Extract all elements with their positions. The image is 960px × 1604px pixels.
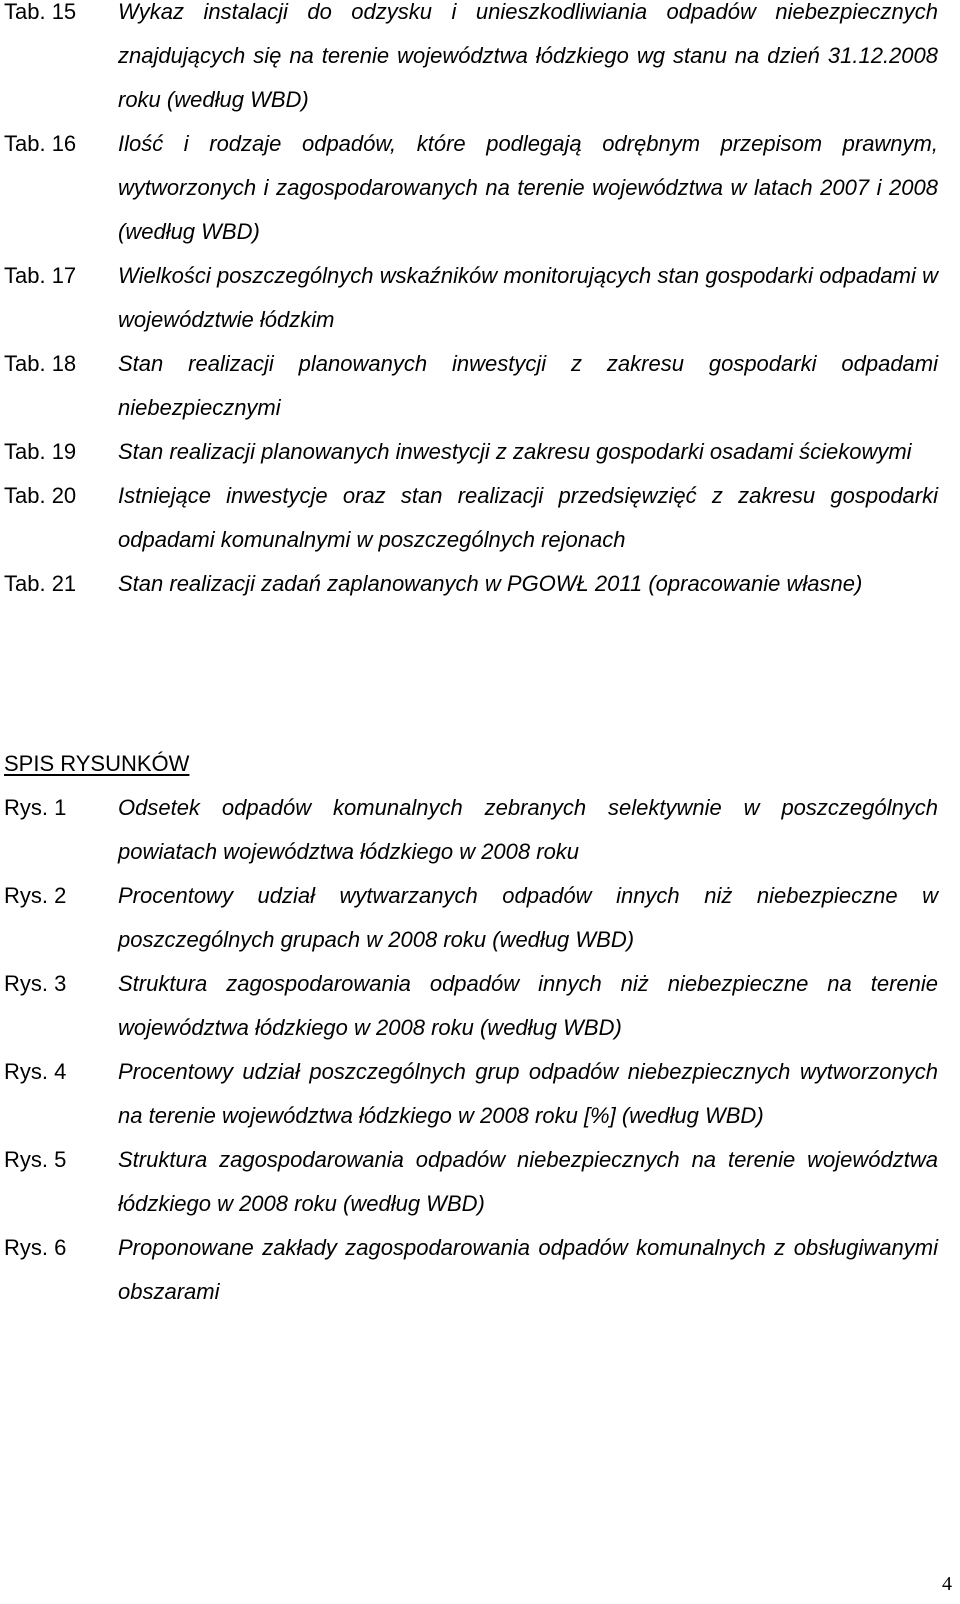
- figure-entry: [4, 1050, 938, 1138]
- figure-label: Rys. 1: [4, 795, 67, 820]
- figure-title: Proponowane zakłady zagospodarowania odpadów komunalnych z obsługiwanymi obszarami: [118, 1235, 938, 1304]
- table-entry: [4, 474, 938, 562]
- table-label: Tab. 20: [4, 483, 77, 508]
- table-entry: [4, 430, 938, 474]
- table-title: Wielkości poszczególnych wskaźników monitorujących stan gospodarki odpadami w województwie łódzkim: [118, 263, 938, 332]
- table-title: Stan realizacji planowanych inwestycji z zakresu gospodarki odpadami niebezpiecznymi: [118, 351, 938, 420]
- table-title: Stan realizacji planowanych inwestycji z zakresu gospodarki osadami ściekowymi: [118, 439, 912, 464]
- figure-title: Procentowy udział wytwarzanych odpadów innych niż niebezpieczne w poszczególnych grupach w 2008 roku (według WBD): [118, 883, 938, 952]
- table-entry: [4, 562, 938, 606]
- table-entry: [4, 342, 938, 430]
- figure-title: Procentowy udział poszczególnych grup odpadów niebezpiecznych wytworzonych na terenie województwa łódzkiego w 2008 roku [%] (według WBD): [118, 1059, 938, 1128]
- table-entry: [4, 0, 938, 122]
- figure-label: Rys. 2: [4, 883, 67, 908]
- table-title: Ilość i rodzaje odpadów, które podlegają odrębnym przepisom prawnym, wytworzonych i zagospodarowanych na terenie województwa w latach 2007 i 2008 (według WBD): [118, 131, 938, 244]
- table-label: Tab. 15: [4, 0, 77, 24]
- table-label: Tab. 18: [4, 351, 77, 376]
- figure-entry: [4, 1138, 938, 1226]
- table-title: Istniejące inwestycje oraz stan realizacji przedsięwzięć z zakresu gospodarki odpadami komunalnymi w poszczególnych rejonach: [118, 483, 938, 552]
- figure-label: Rys. 3: [4, 971, 67, 996]
- figure-entry: [4, 962, 938, 1050]
- table-list: [4, 0, 938, 606]
- page-number: 4: [942, 1573, 952, 1595]
- figure-title: Struktura zagospodarowania odpadów innych niż niebezpieczne na terenie województwa łódzkiego w 2008 roku (według WBD): [118, 971, 938, 1040]
- figure-title: Odsetek odpadów komunalnych zebranych selektywnie w poszczególnych powiatach województwa łódzkiego w 2008 roku: [118, 795, 938, 864]
- table-entry: [4, 122, 938, 254]
- figures-heading: SPIS RYSUNKÓW: [4, 751, 190, 776]
- table-label: Tab. 16: [4, 131, 77, 156]
- table-entry: [4, 254, 938, 342]
- figure-entry: [4, 1226, 938, 1314]
- figure-entry: [4, 874, 938, 962]
- figure-entry: [4, 786, 938, 874]
- figure-label: Rys. 6: [4, 1235, 67, 1260]
- figure-title: Struktura zagospodarowania odpadów niebezpiecznych na terenie województwa łódzkiego w 2008 roku (według WBD): [118, 1147, 938, 1216]
- table-title: Wykaz instalacji do odzysku i unieszkodliwiania odpadów niebezpiecznych znajdujących się na terenie województwa łódzkiego wg stanu na dzień 31.12.2008 roku (według WBD): [118, 0, 938, 112]
- figure-list: [4, 786, 938, 1314]
- figure-label: Rys. 4: [4, 1059, 67, 1084]
- figure-label: Rys. 5: [4, 1147, 67, 1172]
- table-label: Tab. 21: [4, 571, 77, 596]
- table-label: Tab. 17: [4, 263, 77, 288]
- table-label: Tab. 19: [4, 439, 77, 464]
- table-title: Stan realizacji zadań zaplanowanych w PGOWŁ 2011 (opracowanie własne): [118, 571, 863, 596]
